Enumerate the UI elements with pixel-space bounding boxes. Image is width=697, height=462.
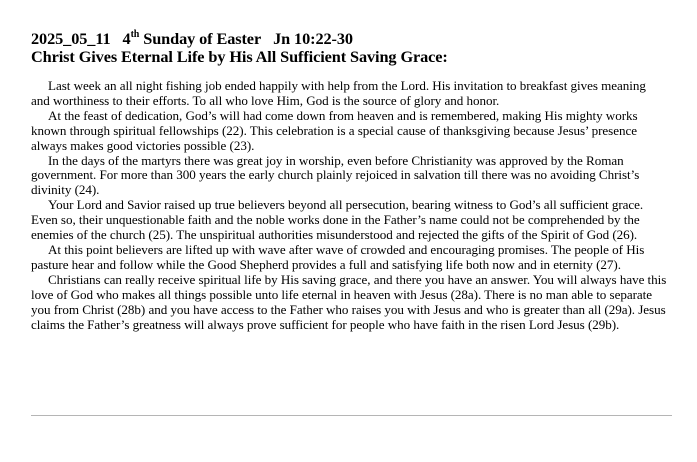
paragraph: Christians can really receive spiritual life by His saving grace, and there you have an answer. You will always have this love of God who makes all things possible unto life eternal in heaven with Jesus (28a). There is no man able to separate you from Christ (28b) and you have access to the Father who raises you with Jesus and who is greater than all (29a). Jesus claims the Father’s greatness will always prove sufficient for people who have faith in the risen Lord Jesus (29b). xyxy=(31,271,667,332)
sermon-date: 2025_05_11 xyxy=(31,29,111,48)
occasion: Sunday of Easter xyxy=(143,29,262,48)
paragraph: Your Lord and Savior raised up true believers beyond all persecution, bearing witness to God’s all sufficient grace. Even so, their unquestionable faith and the noble works done in the Father’s name could not be comprehended by the enemies of the church (25). The unspiritual authorities misunderstood and rejected the gifts of the Spirit of God (26). xyxy=(31,197,644,243)
ordinal-suffix: th xyxy=(130,28,140,40)
paragraph: In the days of the martyrs there was great joy in worship, even before Christianity was approved by the Roman government. For more than 300 years the early church plainly rejoiced in salvation till there was no avoiding Christ’s divinity (24). xyxy=(31,152,640,198)
ordinal-number: 4 xyxy=(122,29,131,48)
bottom-divider xyxy=(31,415,672,416)
scripture-reference: Jn 10:22-30 xyxy=(273,29,353,48)
paragraph: At the feast of dedication, God’s will had come down from heaven and is remembered, making His mighty works known through spiritual fellowships (22). This celebration is a special cause of thanksgiving because Jesus’ presence always makes good victories possible (23). xyxy=(31,107,638,153)
sermon-body xyxy=(31,79,667,332)
paragraph: Last week an all night fishing job ended happily with help from the Lord. His invitation to breakfast gives meaning and worthiness to their efforts. To all who love Him, God is the source of glory and honor. xyxy=(31,78,646,108)
sermon-title: Christ Gives Eternal Life by His All Sufficient Saving Grace: xyxy=(31,47,448,66)
heading-line xyxy=(31,30,667,48)
paragraph: At this point believers are lifted up with wave after wave of crowded and encouraging promises. The people of His pasture hear and follow while the Good Shepherd provides a full and satisfying life both now and in eternity (27). xyxy=(31,241,645,272)
